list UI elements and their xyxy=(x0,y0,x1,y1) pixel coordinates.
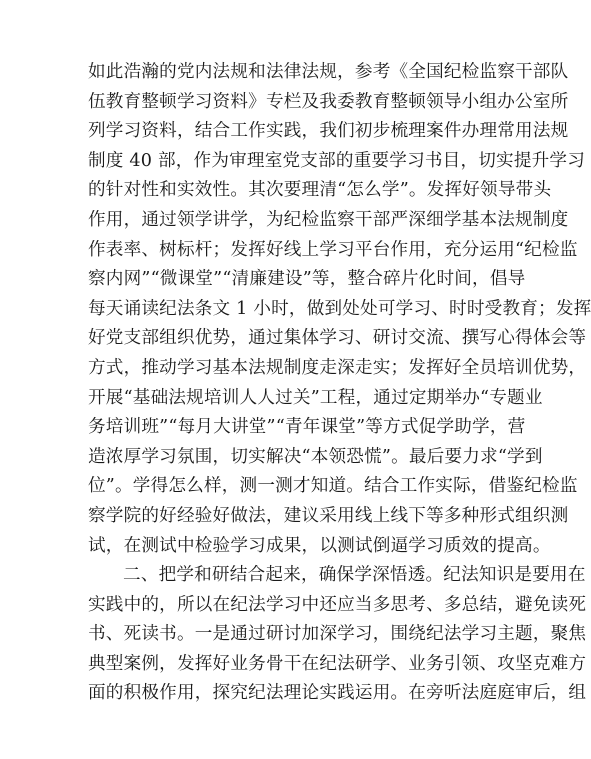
text-line: 位”。学得怎么样，测一测才知道。结合工作实际，借鉴纪检监 xyxy=(88,476,578,497)
text-line: 列学习资料，结合工作实践，我们初步梳理案件办理常用法规 xyxy=(88,121,569,142)
text-line: 作用，通过领学讲学，为纪检监察干部严深细学基本法规制度 xyxy=(88,209,569,230)
text-line: 作表率、树标杆；发挥好线上学习平台作用，充分运用“纪检监 xyxy=(88,239,578,260)
text-line: 书、死读书。一是通过研讨加深学习，围绕纪法学习主题，聚焦 xyxy=(88,624,587,645)
text-line: 二、把学和研结合起来，确保学深悟透。纪法知识是要用在 xyxy=(123,565,586,586)
text-line: 如此浩瀚的党内法规和法律法规，参考《全国纪检监察干部队 xyxy=(88,62,569,82)
paragraph-1 xyxy=(88,58,591,561)
text-line: 察内网”“微课堂”“清廉建设”等，整合碎片化时间，倡导 xyxy=(88,269,526,290)
text-line: 面的积极作用，探究纪法理论实践运用。在旁听法庭庭审后，组 xyxy=(88,683,587,704)
text-line: 造浓厚学习氛围，切实解决“本领恐慌”。最后要力求“学到 xyxy=(88,446,543,467)
text-line: 伍教育整顿学习资料》专栏及我委教育整顿领导小组办公室所 xyxy=(88,91,569,112)
text-line: 的针对性和实效性。其次要理清“怎么学”。发挥好领导带头 xyxy=(88,180,552,201)
text-line: 实践中的，所以在纪法学习中还应当多思考、多总结，避免读死 xyxy=(88,594,587,615)
text-line: 开展“基础法规培训人人过关”工程，通过定期举办“专题业 xyxy=(88,387,543,408)
text-line: 好党支部组织优势，通过集体学习、研讨交流、撰写心得体会等 xyxy=(88,328,587,349)
text-line: 务培训班”“每月大讲堂”“青年课堂”等方式促学助学，营 xyxy=(88,417,526,438)
paragraph-2 xyxy=(88,561,587,709)
text-line: 每天诵读纪法条文 1 小时，做到处处可学习、时时受教育；发挥 xyxy=(88,298,591,319)
text-line: 察学院的好经验好做法，建议采用线上线下等多种形式组织测 xyxy=(88,505,569,526)
text-line: 试，在测试中检验学习成果，以测试倒逼学习质效的提高。 xyxy=(88,535,551,556)
text-line: 方式，推动学习基本法规制度走深走实；发挥好全员培训优势， xyxy=(88,357,587,378)
text-line: 制度 40 部，作为审理室党支部的重要学习书目，切实提升学习 xyxy=(88,150,586,171)
document-body xyxy=(88,58,591,709)
text-line: 典型案例，发挥好业务骨干在纪法研学、业务引领、攻坚克难方 xyxy=(88,653,587,674)
